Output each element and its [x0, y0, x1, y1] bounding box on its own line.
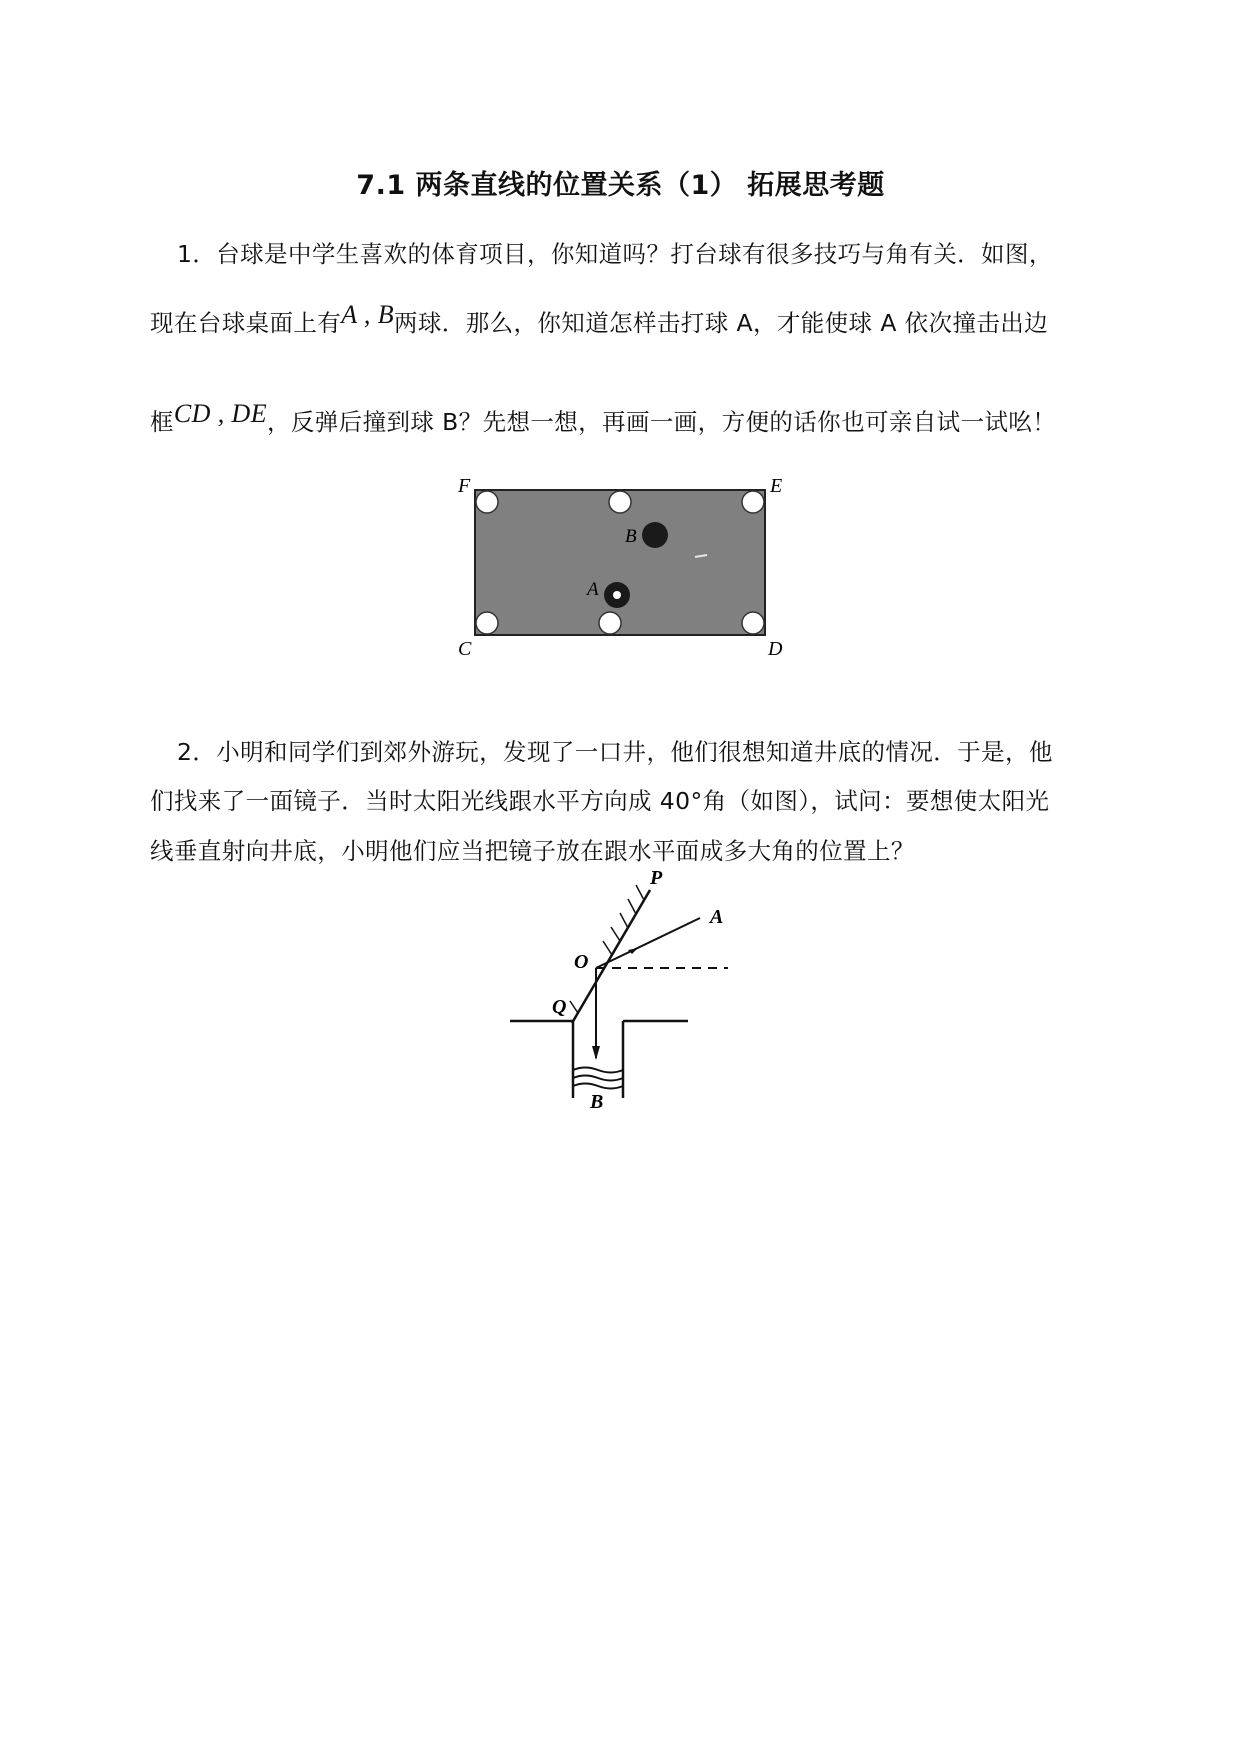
q2-line1-text: 2．小明和同学们到郊外游玩，发现了一口井，他们很想知道井底的情况．于是，他 — [177, 738, 1053, 766]
q1-line2-post: 两球．那么，你知道怎样击打球 A，才能使球 A 依次撞击出边 — [394, 309, 1049, 337]
q2-line2 — [150, 782, 1049, 816]
label-b2: B — [590, 1091, 604, 1113]
q1-line3 — [150, 399, 1057, 437]
pocket-c — [476, 612, 498, 634]
label-a: A — [587, 579, 599, 600]
label-o: O — [574, 951, 589, 973]
ball-a-highlight — [613, 591, 621, 599]
page-title: 7.1 两条直线的位置关系（1） 拓展思考题 — [356, 170, 885, 201]
label-p: P — [650, 868, 663, 889]
q1-line2 — [150, 300, 1049, 338]
ball-b — [642, 522, 668, 548]
q2-line1 — [177, 733, 1053, 767]
label-a2: A — [710, 906, 724, 928]
label-d: D — [768, 638, 783, 660]
label-e: E — [770, 475, 783, 497]
pocket-f — [476, 491, 498, 513]
pocket-e — [742, 491, 764, 513]
pocket-top-mid — [609, 491, 631, 513]
q1-line3-pre: 框 — [150, 408, 174, 436]
q1-line3-post: ，反弹后撞到球 B？先想一想，再画一画，方便的话你也可亲自试一试吆！ — [266, 408, 1057, 436]
q2-line3-text: 线垂直射向井底，小明他们应当把镜子放在跟水平面成多大角的位置上？ — [150, 837, 915, 865]
sun-ray — [596, 918, 700, 968]
pocket-d — [742, 612, 764, 634]
q1-line1 — [177, 235, 1053, 269]
q1-line2-pre: 现在台球桌面上有 — [150, 309, 342, 337]
label-c: C — [458, 638, 472, 660]
well-mirror-figure — [500, 868, 760, 1118]
billiard-table-figure — [455, 470, 795, 670]
pocket-bottom-mid — [599, 612, 621, 634]
q1-line2-math: A , B — [341, 300, 394, 329]
q1-line1-text: 1．台球是中学生喜欢的体育项目，你知道吗？打台球有很多技巧与角有关．如图， — [177, 240, 1053, 268]
label-b: B — [625, 526, 637, 547]
q2-line2-text: 们找来了一面镜子．当时太阳光线跟水平方向成 40°角（如图），试问：要想使太阳光 — [150, 787, 1050, 815]
q1-line3-math: CD , DE — [173, 399, 267, 428]
label-q: Q — [552, 996, 567, 1018]
label-f: F — [458, 475, 471, 497]
q2-line3 — [150, 832, 915, 866]
